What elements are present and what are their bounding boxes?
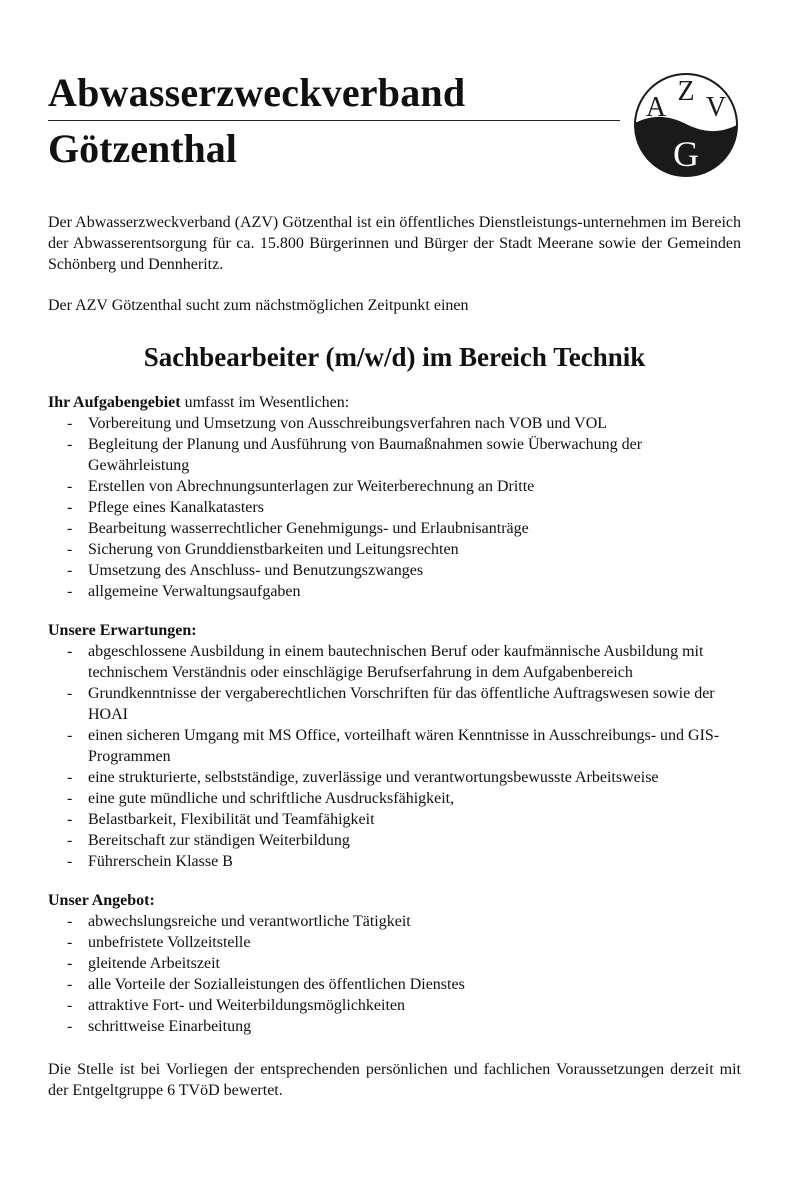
document-body bbox=[48, 212, 741, 1117]
list-item: - gleitende Arbeitszeit bbox=[48, 953, 741, 974]
expectations-section bbox=[48, 620, 741, 872]
logo-letter-v: V bbox=[705, 92, 727, 123]
list-item: - einen sicheren Umgang mit MS Office, vorteilhaft wären Kenntnisse in Ausschreibungs- und GIS-Programmen bbox=[48, 725, 741, 767]
page-header bbox=[48, 70, 748, 180]
job-title: Sachbearbeiter (m/w/d) im Bereich Technik bbox=[143, 342, 646, 372]
list-item: - Bereitschaft zur ständigen Weiterbildung bbox=[48, 830, 741, 851]
org-name-line2: Götzenthal bbox=[48, 126, 237, 171]
expectations-heading-bold: Unsere Erwartungen: bbox=[48, 622, 197, 639]
closing-paragraph: Die Stelle ist bei Vorliegen der entsprechenden persönlichen und fachlichen Voraussetzungen derzeit mit der Entgeltgruppe 6 TVöD bewertet. bbox=[48, 1061, 741, 1099]
list-item: - schrittweise Einarbeitung bbox=[48, 1016, 741, 1037]
list-item: - Begleitung der Planung und Ausführung von Baumaßnahmen sowie Überwachung der Gewährleistung bbox=[48, 434, 741, 476]
list-item: - Belastbarkeit, Flexibilität und Teamfähigkeit bbox=[48, 809, 741, 830]
list-item: - Sicherung von Grunddienstbarkeiten und Leitungsrechten bbox=[48, 539, 741, 560]
logo-letter-a: A bbox=[645, 92, 667, 123]
expectations-list bbox=[48, 641, 741, 872]
list-item: - alle Vorteile der Sozialleistungen des öffentlichen Dienstes bbox=[48, 974, 741, 995]
list-item: - Grundkenntnisse der vergaberechtlichen Vorschriften für das öffentliche Auftragswesen sowie der HOAI bbox=[48, 683, 741, 725]
list-item: - unbefristete Vollzeitstelle bbox=[48, 932, 741, 953]
list-item: - abgeschlossene Ausbildung in einem bautechnischen Beruf oder kaufmännische Ausbildung mit technischem Verständnis oder einschlägige Berufserfahrung in dem Aufgabenbereich bbox=[48, 641, 741, 683]
expectations-heading bbox=[48, 620, 741, 641]
org-name-line1: Abwasserzweckverband bbox=[48, 70, 466, 115]
logo-letter-z: Z bbox=[677, 76, 695, 107]
tasks-list bbox=[48, 413, 741, 602]
list-item: - Erstellen von Abrechnungsunterlagen zur Weiterberechnung an Dritte bbox=[48, 476, 741, 497]
tasks-heading-bold: Ihr Aufgabengebiet bbox=[48, 394, 181, 411]
header-rule bbox=[48, 120, 620, 121]
list-item: - Pflege eines Kanalkatasters bbox=[48, 497, 741, 518]
list-item: - Bearbeitung wasserrechtlicher Genehmigungs- und Erlaubnisanträge bbox=[48, 518, 741, 539]
azv-logo bbox=[626, 70, 746, 180]
list-item: - Umsetzung des Anschluss- und Benutzungszwanges bbox=[48, 560, 741, 581]
list-item: - attraktive Fort- und Weiterbildungsmöglichkeiten bbox=[48, 995, 741, 1016]
offer-heading-bold: Unser Angebot: bbox=[48, 892, 155, 909]
list-item: - eine strukturierte, selbstständige, zuverlässige und verantwortungsbewusste Arbeitsweise bbox=[48, 767, 741, 788]
list-item: - allgemeine Verwaltungsaufgaben bbox=[48, 581, 741, 602]
logo-letter-g: G bbox=[673, 134, 699, 174]
list-item: - eine gute mündliche und schriftliche Ausdrucksfähigkeit, bbox=[48, 788, 741, 809]
list-item: - Führerschein Klasse B bbox=[48, 851, 741, 872]
offer-section bbox=[48, 890, 741, 1037]
offer-heading bbox=[48, 890, 741, 911]
list-item: - abwechslungsreiche und verantwortliche Tätigkeit bbox=[48, 911, 741, 932]
tasks-heading-rest: umfasst im Wesentlichen: bbox=[180, 394, 350, 411]
list-item: - Vorbereitung und Umsetzung von Ausschreibungsverfahren nach VOB und VOL bbox=[48, 413, 741, 434]
seek-line: Der AZV Götzenthal sucht zum nächstmöglichen Zeitpunkt einen bbox=[48, 297, 469, 314]
tasks-heading bbox=[48, 392, 741, 413]
tasks-section bbox=[48, 392, 741, 602]
offer-list bbox=[48, 911, 741, 1037]
intro-paragraph: Der Abwasserzweckverband (AZV) Götzenthal ist ein öffentliches Dienstleistungs-unternehmen im Bereich der Abwasserentsorgung für ca. 15.800 Bürgerinnen und Bürger der Stadt Meerane sowie der Gemeinden Schönberg und Dennheritz. bbox=[48, 214, 741, 273]
